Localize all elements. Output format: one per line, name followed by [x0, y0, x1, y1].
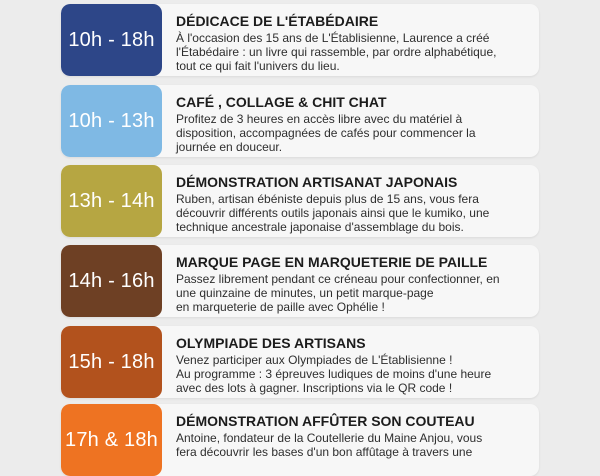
event-card-affuter-couteau	[61, 404, 539, 476]
event-description-line: avec des lots à gagner. Inscriptions via le QR code !	[176, 381, 453, 395]
event-description-line: fera découvrir les bases d'un bon affûtage à travers une	[176, 445, 473, 459]
event-title: DÉDICACE DE L'ÉTABÉDAIRE	[176, 13, 379, 29]
event-description-line: À l'occasion des 15 ans de L'Établisienne, Laurence a créé	[176, 31, 490, 45]
event-description-line: Passez librement pendant ce créneau pour confectionner, en	[176, 272, 500, 286]
event-description-line: Venez participer aux Olympiades de L'Établisienne !	[176, 353, 453, 367]
time-badge: 14h - 16h	[61, 245, 162, 317]
event-title: OLYMPIADE DES ARTISANS	[176, 335, 366, 351]
event-description-line: en marqueterie de paille avec Ophélie !	[176, 300, 385, 314]
event-description-line: tout ce qui fait l'univers du lieu.	[176, 59, 340, 73]
event-content	[176, 335, 533, 395]
event-title: DÉMONSTRATION AFFÛTER SON COUTEAU	[176, 413, 475, 429]
event-description-line: Ruben, artisan ébéniste depuis plus de 15 ans, vous fera	[176, 192, 479, 206]
event-title: MARQUE PAGE EN MARQUETERIE DE PAILLE	[176, 254, 488, 270]
event-description-line: une quinzaine de minutes, un petit marque-page	[176, 286, 434, 300]
event-card-olympiade	[61, 326, 539, 398]
event-description-line: l'Étabédaire : un livre qui rassemble, par ordre alphabétique,	[176, 45, 497, 59]
event-content	[176, 13, 533, 73]
time-badge: 13h - 14h	[61, 165, 162, 237]
time-badge: 15h - 18h	[61, 326, 162, 398]
time-badge: 10h - 13h	[61, 85, 162, 157]
event-content	[176, 413, 533, 459]
event-description-line: découvrir différents outils japonais ainsi que le kumiko, une	[176, 206, 490, 220]
event-description-line: journée en douceur.	[176, 140, 283, 154]
event-card-marque-page	[61, 245, 539, 317]
event-title: DÉMONSTRATION ARTISANAT JAPONAIS	[176, 174, 458, 190]
event-title: CAFÉ , COLLAGE & CHIT CHAT	[176, 94, 387, 110]
event-card-cafe-collage	[61, 85, 539, 157]
event-card-artisanat-japonais	[61, 165, 539, 237]
event-description-line: disposition, accompagnées de cafés pour commencer la	[176, 126, 476, 140]
event-description-line: Au programme : 3 épreuves ludiques de moins d'une heure	[176, 367, 492, 381]
event-description-line: Antoine, fondateur de la Coutellerie du Maine Anjou, vous	[176, 431, 483, 445]
time-badge: 10h - 18h	[61, 4, 162, 76]
event-description-line: technique ancestrale japonaise d'assemblage du bois.	[176, 220, 464, 234]
event-content	[176, 94, 533, 154]
time-badge: 17h & 18h	[61, 404, 162, 476]
event-card-dedicace	[61, 4, 539, 76]
event-content	[176, 174, 533, 234]
event-content	[176, 254, 533, 314]
event-description-line: Profitez de 3 heures en accès libre avec du matériel à	[176, 112, 463, 126]
